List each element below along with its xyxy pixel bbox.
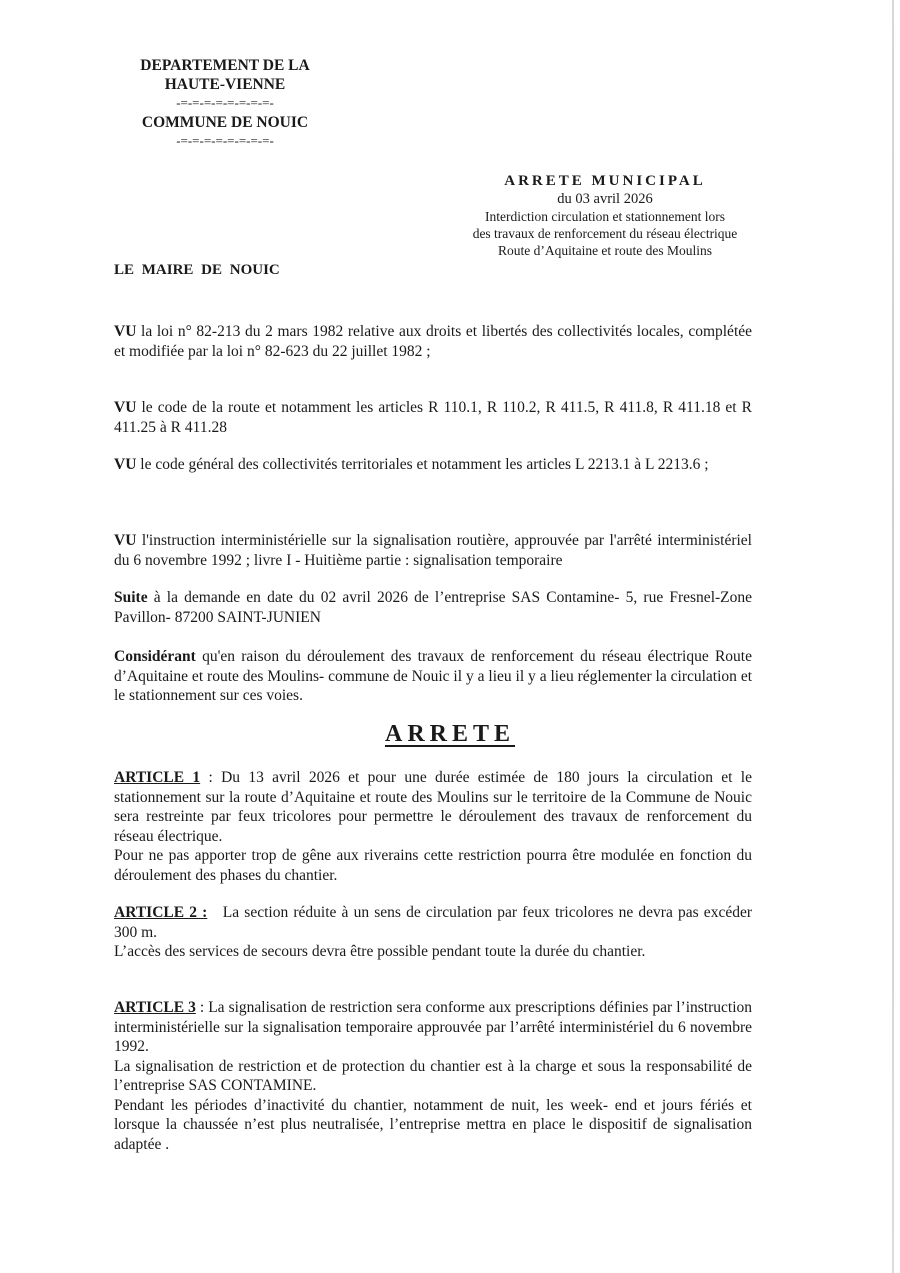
article-3-text-2: La signalisation de restriction et de protection du chantier est à la charge et sous la responsabilité de l’entreprise SAS CONTAMINE. bbox=[114, 1057, 752, 1094]
request-lead: Suite bbox=[114, 589, 148, 606]
decree-object-line2: des travaux de renforcement du réseau électrique bbox=[472, 226, 738, 241]
visa-4 bbox=[114, 531, 752, 570]
decree-date: du 03 avril 2026 bbox=[557, 191, 653, 207]
visa-lead: VU bbox=[114, 399, 137, 416]
visa-1 bbox=[114, 322, 752, 361]
considering-lead: Considérant bbox=[114, 648, 196, 665]
visa-text: le code de la route et notamment les articles R 110.1, R 110.2, R 411.5, R 411.8, R 411.18 et R 411.25 à R 411.28 bbox=[114, 399, 752, 436]
arrete-heading: ARRETE bbox=[384, 721, 516, 747]
issuer-header bbox=[120, 56, 330, 151]
article-3 bbox=[114, 998, 752, 1154]
request-paragraph bbox=[114, 588, 752, 627]
article-3-label: ARTICLE 3 bbox=[114, 999, 196, 1016]
visa-lead: VU bbox=[114, 323, 137, 340]
visa-lead: VU bbox=[114, 532, 137, 549]
article-2-text-2: L’accès des services de secours devra être possible pendant toute la durée du chantier. bbox=[114, 943, 646, 960]
article-1-separator: : bbox=[200, 769, 222, 786]
scan-edge-line bbox=[892, 0, 894, 1273]
considering-paragraph bbox=[114, 647, 752, 706]
article-2-text: La section réduite à un sens de circulation par feux tricolores ne devra pas excéder 300 m. bbox=[114, 904, 752, 941]
decree-title: ARRETE MUNICIPAL bbox=[504, 173, 706, 189]
article-2-separator bbox=[207, 904, 222, 921]
commune-name: COMMUNE DE NOUIC bbox=[141, 114, 309, 131]
visa-text: la loi n° 82-213 du 2 mars 1982 relative aux droits et libertés des collectivités locales, complétée et modifiée par la loi n° 82-623 du 22 juillet 1982 ; bbox=[114, 323, 753, 360]
article-1-text: Du 13 avril 2026 et pour une durée estimée de 180 jours la circulation et le stationnement sur la route d’Aquitaine et route des Moulins sur le territoire de la Commune de Nouic sera restreinte par feux tricolores pour permettre le déroulement des travaux de renforcement du réseau électrique. bbox=[114, 769, 752, 845]
article-1 bbox=[114, 768, 752, 885]
article-3-separator: : bbox=[195, 999, 209, 1016]
article-3-text: La signalisation de restriction sera conforme aux prescriptions définies par l’instruction interministérielle sur la signalisation temporaire approuvée par l’arrêté interministériel du 6 novembre 1992. bbox=[114, 999, 752, 1055]
request-text: à la demande en date du 02 avril 2026 de l’entreprise SAS Contamine- 5, rue Fresnel-Zone Pavillon- 87200 SAINT-JUNIEN bbox=[114, 589, 753, 626]
separator-2: -=-=-=-=-=-=-=-=- bbox=[176, 133, 274, 148]
article-2-label: ARTICLE 2 : bbox=[114, 904, 208, 921]
article-1-text-2: Pour ne pas apporter trop de gêne aux riverains cette restriction pourra être modulée en fonction du déroulement des phases du chantier. bbox=[114, 847, 752, 884]
decree-object-line3: Route d’Aquitaine et route des Moulins bbox=[497, 243, 713, 258]
visa-2 bbox=[114, 398, 752, 437]
visa-3 bbox=[114, 455, 752, 475]
article-3-text-3: Pendant les périodes d’inactivité du chantier, notamment de nuit, les week- end et jours fériés et lorsque la chaussée n’est plus neutralisée, l’entreprise mettra en place le dispositif de signalisation adaptée . bbox=[114, 1096, 752, 1153]
department-line1: DEPARTEMENT DE LA bbox=[140, 57, 310, 74]
decree-object-line1: Interdiction circulation et stationnement lors bbox=[485, 209, 725, 224]
decree-section-title bbox=[0, 721, 900, 748]
visa-text: l'instruction interministérielle sur la signalisation routière, approuvée par l'arrêté interministériel du 6 novembre 1992 ; livre I - Huitième partie : signalisation temporaire bbox=[114, 532, 752, 569]
visa-lead: VU bbox=[114, 456, 137, 473]
decree-heading bbox=[440, 172, 770, 259]
visa-text: le code général des collectivités territoriales et notamment les articles L 2213.1 à L 2213.6 ; bbox=[140, 456, 709, 473]
considering-text: qu'en raison du déroulement des travaux de renforcement du réseau électrique Route d’Aquitaine et route des Moulins- commune de Nouic il y a lieu il y a lieu réglementer la circulation et le stationnement sur ces voies. bbox=[114, 648, 752, 704]
separator-1: -=-=-=-=-=-=-=-=- bbox=[176, 95, 274, 110]
mayor-heading: LE MAIRE DE NOUIC bbox=[114, 262, 280, 278]
department-line2: HAUTE-VIENNE bbox=[164, 76, 286, 93]
article-2 bbox=[114, 903, 752, 962]
article-1-label: ARTICLE 1 bbox=[114, 769, 201, 786]
